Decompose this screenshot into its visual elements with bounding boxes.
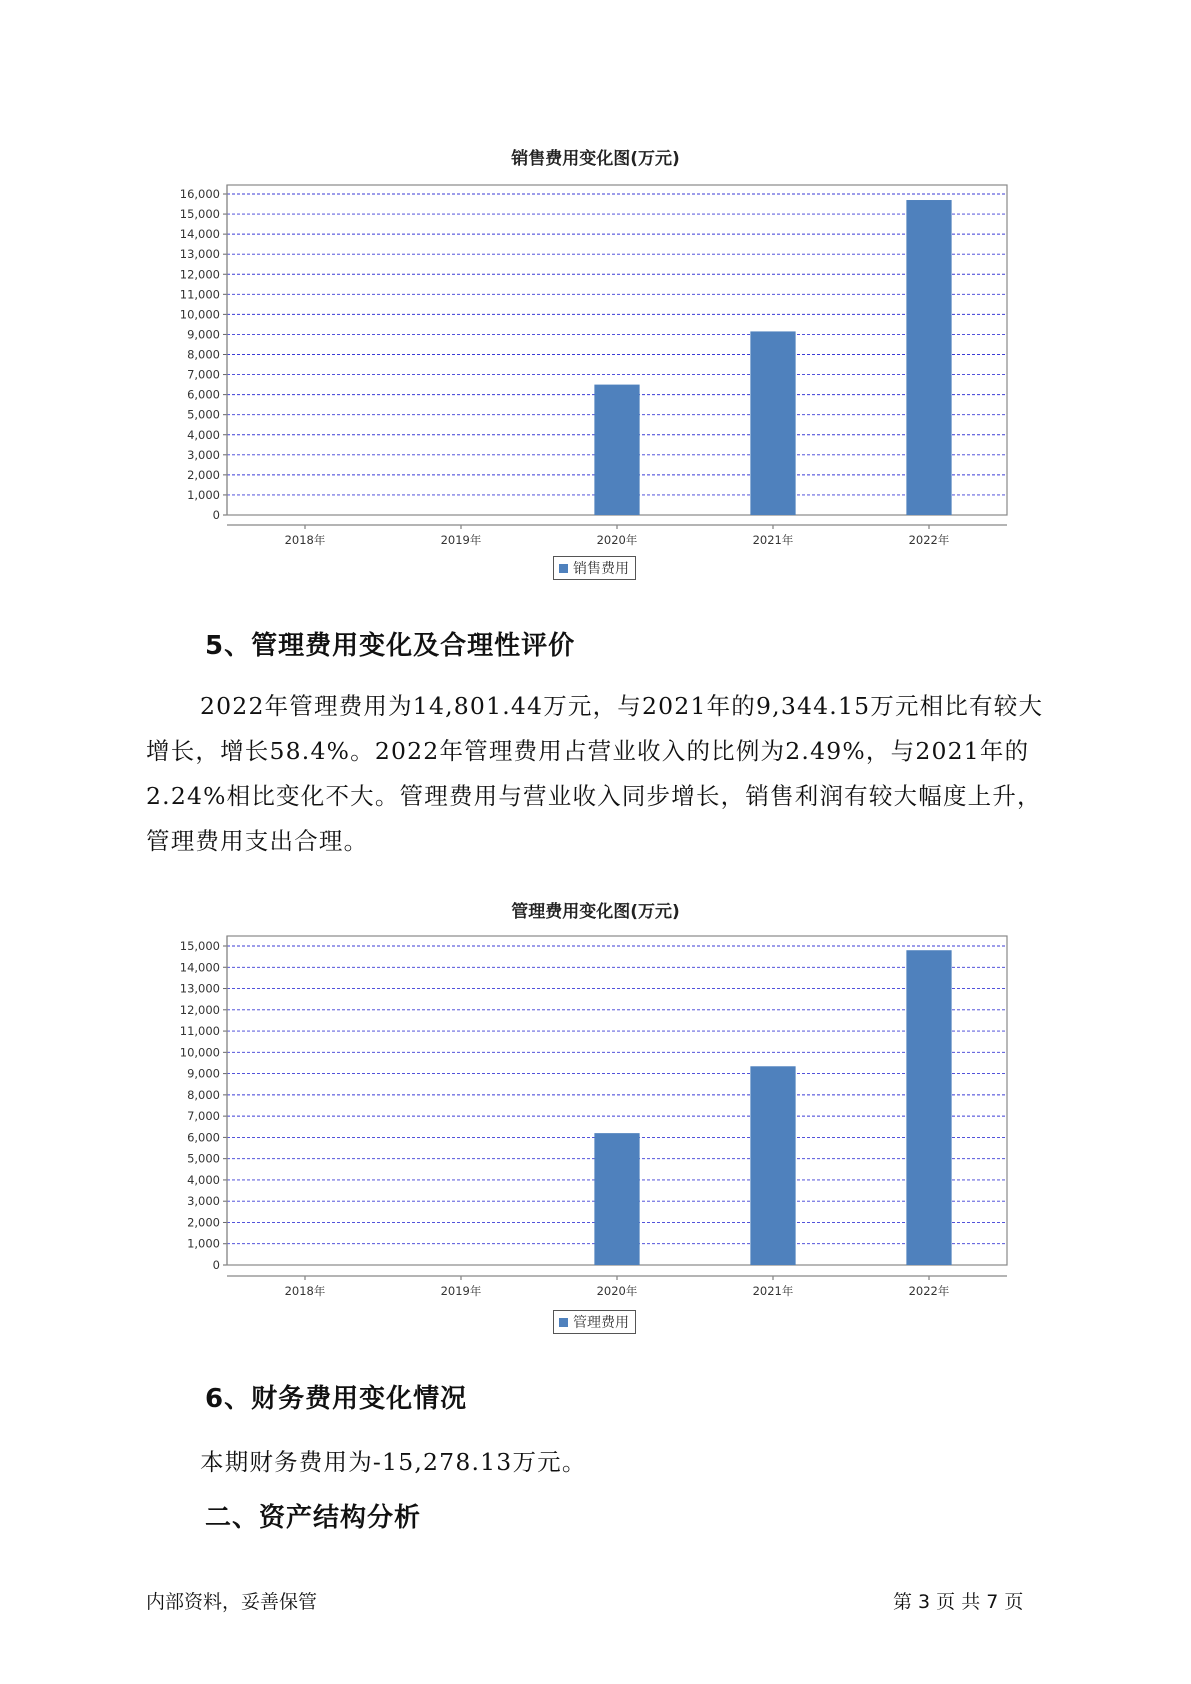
y-tick-label: 11,000 [179, 287, 220, 302]
x-tick-label: 2018年 [284, 533, 326, 547]
y-tick-label: 2,000 [187, 467, 220, 482]
section6-heading: 6、财务费用变化情况 [205, 1384, 468, 1414]
y-tick-label: 8,000 [187, 1087, 220, 1102]
y-tick-label: 13,000 [179, 247, 220, 262]
y-tick-label: 15,000 [179, 939, 220, 953]
y-tick-label: 2,000 [187, 1215, 220, 1230]
section-two-heading: 二、资产结构分析 [205, 1503, 422, 1533]
y-tick-label: 10,000 [179, 1045, 220, 1060]
x-tick-label: 2022年 [908, 1284, 950, 1298]
x-tick-label: 2019年 [440, 533, 482, 547]
y-tick-label: 3,000 [187, 447, 220, 462]
x-tick-label: 2019年 [440, 1284, 482, 1298]
y-tick-label: 0 [212, 508, 220, 522]
chart1-legend-label: 销售费用 [573, 561, 629, 577]
x-tick-label: 2020年 [596, 533, 638, 547]
y-tick-label: 7,000 [187, 1109, 220, 1124]
x-tick-label: 2022年 [908, 533, 950, 547]
y-tick-label: 8,000 [187, 347, 220, 362]
y-tick-label: 7,000 [187, 367, 220, 382]
section5-heading: 5、管理费用变化及合理性评价 [205, 631, 576, 661]
chart2-legend [553, 1310, 636, 1334]
chart2-title: 管理费用变化图(万元) [511, 902, 680, 922]
y-tick-label: 15,000 [179, 207, 220, 222]
y-tick-label: 9,000 [187, 1066, 220, 1081]
y-tick-label: 1,000 [187, 1236, 220, 1251]
x-tick-label: 2021年 [752, 1284, 794, 1298]
y-tick-label: 16,000 [179, 187, 220, 201]
y-tick-label: 6,000 [187, 387, 220, 402]
bar [594, 1133, 639, 1265]
x-tick-label: 2018年 [284, 1284, 326, 1298]
y-tick-label: 4,000 [187, 427, 220, 442]
chart2-legend-label: 管理费用 [573, 1315, 629, 1331]
y-tick-label: 3,000 [187, 1194, 220, 1209]
x-tick-label: 2020年 [596, 1284, 638, 1298]
page-number: 第 3 页 共 7 页 [893, 1591, 1024, 1613]
y-tick-label: 4,000 [187, 1172, 220, 1187]
y-tick-label: 14,000 [179, 960, 220, 975]
y-tick-label: 12,000 [179, 1002, 220, 1017]
y-tick-label: 0 [212, 1258, 220, 1272]
y-tick-label: 1,000 [187, 487, 220, 502]
y-tick-label: 13,000 [179, 981, 220, 996]
section6-text: 本期财务费用为-15,278.13万元。 [200, 1448, 587, 1476]
y-tick-label: 6,000 [187, 1130, 220, 1145]
y-tick-label: 14,000 [179, 227, 220, 242]
bar [906, 950, 951, 1265]
y-tick-label: 11,000 [179, 1024, 220, 1039]
y-tick-label: 9,000 [187, 327, 220, 342]
section5-paragraph: 2022年管理费用为14,801.44万元，与2021年的9,344.15万元相比有较大增长，增长58.4%。2022年管理费用占营业收入的比例为2.49%，与2021年的2.24%相比变化不大。管理费用与营业收入同步增长，销售利润有较大幅度上升，管理费用支出合理。 [146, 692, 1044, 855]
x-tick-label: 2021年 [752, 533, 794, 547]
y-tick-label: 5,000 [187, 1151, 220, 1166]
footer-note: 内部资料，妥善保管 [146, 1591, 318, 1613]
y-tick-label: 5,000 [187, 407, 220, 422]
chart1-title: 销售费用变化图(万元) [511, 149, 680, 169]
y-tick-label: 10,000 [179, 307, 220, 322]
legend-swatch-icon [559, 1318, 568, 1327]
bar [750, 1066, 795, 1265]
y-tick-label: 12,000 [179, 267, 220, 282]
